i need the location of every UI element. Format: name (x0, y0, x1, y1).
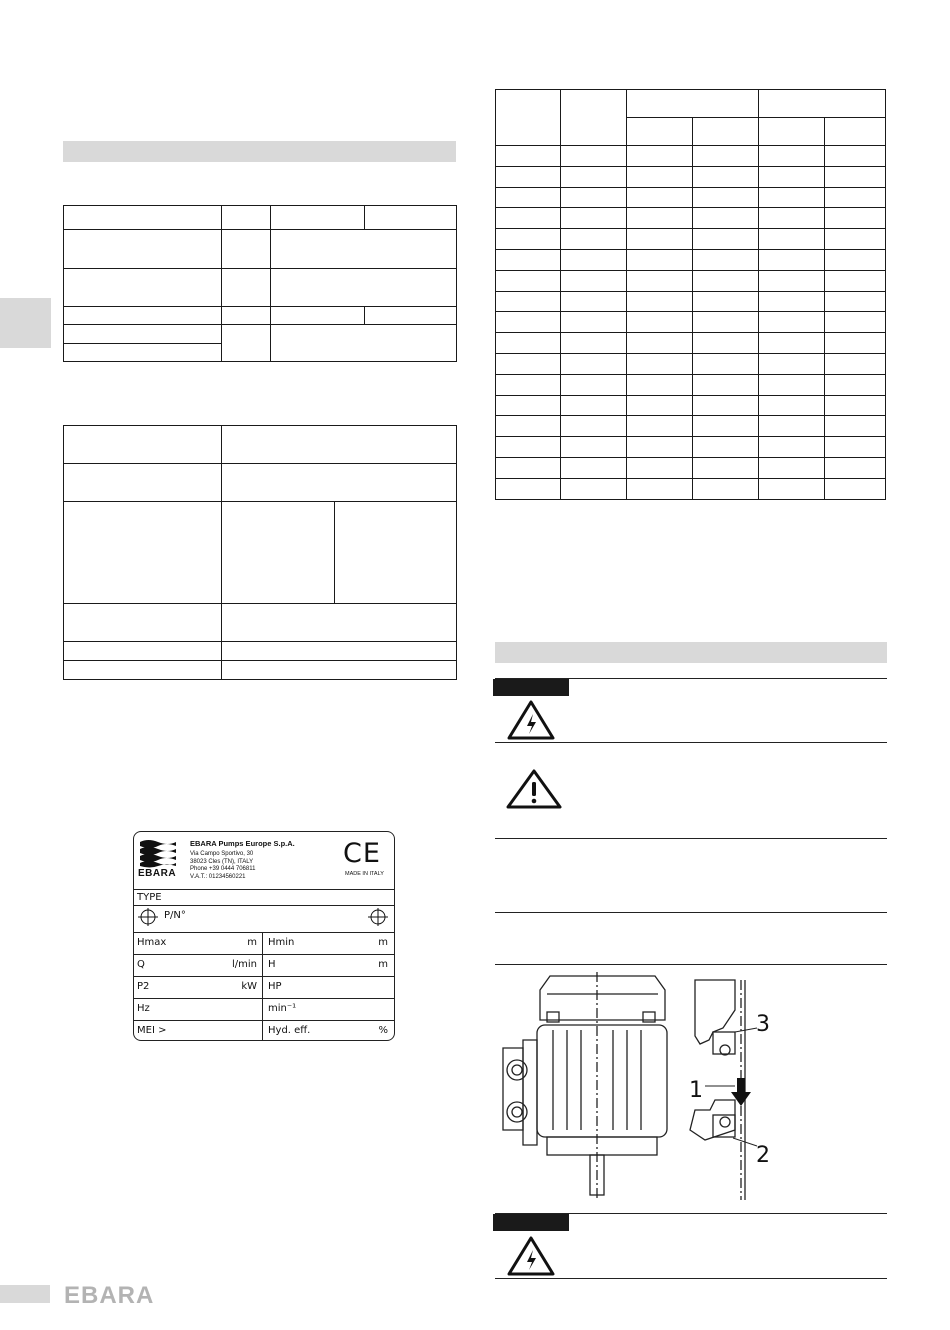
table-row (496, 146, 886, 167)
table-cell (693, 457, 759, 478)
left-label: Hz (137, 1003, 150, 1014)
table-cell (64, 343, 222, 361)
table-cell (825, 395, 886, 416)
table-cell (561, 333, 627, 354)
footer-bar (0, 1285, 50, 1303)
table-cell (759, 118, 825, 146)
table-cell (693, 478, 759, 499)
crosshair-icon (138, 908, 158, 926)
table-cell (64, 426, 222, 464)
table-cell (561, 374, 627, 395)
left-label: MEI > (137, 1025, 167, 1036)
table-cell (627, 478, 693, 499)
table-cell (222, 230, 271, 268)
left-unit: kW (241, 981, 257, 992)
table-cell (496, 312, 561, 333)
table-cell (693, 270, 759, 291)
table-cell (627, 229, 693, 250)
nameplate-company: EBARA Pumps Europe S.p.A. (190, 839, 295, 848)
table-cell (561, 478, 627, 499)
address-line: 38023 Cles (TN), ITALY (190, 858, 254, 865)
table-cell (496, 166, 561, 187)
table-cell (64, 464, 222, 502)
table-cell (627, 353, 693, 374)
right-label: Hyd. eff. (268, 1025, 311, 1036)
table-row (496, 416, 886, 437)
table-cell (759, 437, 825, 458)
table-cell (627, 437, 693, 458)
address-line: Phone +39 0444 706811 (190, 866, 256, 873)
table-cell (693, 437, 759, 458)
left-unit: m (247, 937, 257, 948)
table-cell (64, 604, 222, 642)
table-cell (222, 426, 457, 464)
table-row (496, 187, 886, 208)
table-cell (271, 206, 365, 230)
nameplate-row (134, 976, 394, 999)
nameplate-type-row (134, 889, 394, 906)
table-cell (561, 229, 627, 250)
table-cell (222, 642, 457, 661)
table-cell (759, 353, 825, 374)
table-cell (561, 353, 627, 374)
table-cell (561, 312, 627, 333)
nameplate-row (134, 954, 394, 977)
table-cell (627, 249, 693, 270)
warning-icon (505, 768, 563, 810)
callout-3: 3 (756, 1012, 770, 1037)
table-cell (222, 325, 271, 362)
table-cell (693, 249, 759, 270)
table-row (496, 457, 886, 478)
table-row (496, 229, 886, 250)
pn-label: P/N° (164, 910, 186, 921)
table-cell (759, 374, 825, 395)
table-cell (627, 416, 693, 437)
right-unit: m (378, 959, 388, 970)
nameplate-logo-text: EBARA (138, 868, 177, 879)
table-cell (759, 146, 825, 167)
table-row (496, 478, 886, 499)
table-cell (64, 661, 222, 680)
pump-nameplate (133, 831, 395, 1041)
table-row (496, 291, 886, 312)
table-cell (825, 249, 886, 270)
table-cell (759, 416, 825, 437)
nameplate-row (134, 998, 394, 1021)
table-cell (222, 604, 457, 642)
callout-2: 2 (756, 1143, 770, 1168)
right-label: HP (268, 981, 282, 992)
table-cell (271, 230, 457, 268)
table-cell (496, 146, 561, 167)
table-cell (222, 307, 271, 325)
table-cell (693, 312, 759, 333)
table-cell (825, 270, 886, 291)
table-2 (63, 425, 457, 680)
table-cell (561, 395, 627, 416)
table-cell (222, 268, 271, 306)
table-row (496, 312, 886, 333)
callout-1: 1 (689, 1078, 703, 1103)
table-row (496, 249, 886, 270)
table-cell (561, 457, 627, 478)
table-cell (627, 208, 693, 229)
ce-mark: CE (343, 838, 381, 869)
table-cell (627, 270, 693, 291)
table-cell (496, 229, 561, 250)
table-cell (627, 291, 693, 312)
table-cell (627, 187, 693, 208)
table-cell (825, 146, 886, 167)
danger-tag (493, 1214, 569, 1231)
table-cell (825, 353, 886, 374)
table-cell (759, 457, 825, 478)
table-cell (64, 307, 222, 325)
danger-tag (493, 679, 569, 696)
section-header-band (495, 642, 887, 663)
table-cell (693, 291, 759, 312)
address-line: Via Campo Sportivo, 30 (190, 851, 254, 857)
table-1 (63, 205, 457, 362)
table-cell (627, 374, 693, 395)
table-cell (561, 187, 627, 208)
electrical-hazard-icon (507, 700, 555, 740)
table-cell (496, 291, 561, 312)
table-cell (693, 353, 759, 374)
table-cell (693, 333, 759, 354)
right-label: min⁻¹ (268, 1003, 297, 1014)
table-3 (495, 89, 886, 500)
table-cell (825, 457, 886, 478)
table-cell (496, 374, 561, 395)
table-cell (759, 333, 825, 354)
table-cell (693, 229, 759, 250)
right-label: Hmin (268, 937, 295, 948)
table-cell (561, 166, 627, 187)
table-cell (271, 307, 365, 325)
table-cell (496, 416, 561, 437)
nameplate-address (190, 851, 255, 881)
table-cell (496, 478, 561, 499)
table-cell (365, 206, 457, 230)
table-cell (64, 230, 222, 268)
nameplate-row (134, 932, 394, 955)
type-label: TYPE (137, 892, 162, 903)
footer-logo: EBARA (64, 1282, 155, 1309)
table-cell (825, 437, 886, 458)
nameplate-pn-row (134, 905, 394, 928)
table-row (496, 270, 886, 291)
table-row (496, 395, 886, 416)
table-cell (693, 166, 759, 187)
table-cell (759, 229, 825, 250)
section-header-band (63, 141, 456, 162)
table-cell (64, 325, 222, 343)
table-row (496, 333, 886, 354)
table-cell (561, 249, 627, 270)
table-cell (627, 333, 693, 354)
crosshair-icon (368, 908, 388, 926)
table-cell (64, 206, 222, 230)
table-row (496, 437, 886, 458)
table-cell (561, 208, 627, 229)
table-cell (825, 333, 886, 354)
table-cell (496, 208, 561, 229)
table-cell (825, 312, 886, 333)
right-unit: % (378, 1025, 388, 1036)
left-label: P2 (137, 981, 150, 992)
left-label: Hmax (137, 937, 167, 948)
table-cell (759, 291, 825, 312)
table-cell (496, 249, 561, 270)
table-cell (561, 416, 627, 437)
table-cell (561, 270, 627, 291)
table-cell (627, 312, 693, 333)
table-cell (335, 502, 457, 604)
table-cell (825, 166, 886, 187)
table-cell (365, 307, 457, 325)
table-cell (825, 478, 886, 499)
table-cell (693, 187, 759, 208)
table-cell (496, 353, 561, 374)
table-row (496, 166, 886, 187)
table-cell (496, 270, 561, 291)
table-cell (825, 374, 886, 395)
table-cell (759, 208, 825, 229)
table-cell (627, 457, 693, 478)
table-cell (64, 502, 222, 604)
table-cell (496, 395, 561, 416)
table-cell (271, 325, 457, 362)
address-line: V.A.T.: 01234560221 (190, 873, 246, 880)
table-cell (222, 464, 457, 502)
table-cell (627, 166, 693, 187)
table-cell (759, 312, 825, 333)
table-cell (693, 118, 759, 146)
table-cell (496, 90, 561, 146)
table-cell (825, 291, 886, 312)
table-cell (64, 268, 222, 306)
table-cell (759, 478, 825, 499)
table-cell (222, 502, 335, 604)
chapter-side-tab (0, 298, 51, 348)
left-label: Q (137, 959, 145, 970)
table-cell (693, 395, 759, 416)
table-cell (693, 374, 759, 395)
table-cell (496, 457, 561, 478)
electrical-hazard-icon (507, 1236, 555, 1276)
table-cell (561, 146, 627, 167)
table-cell (222, 661, 457, 680)
table-cell (222, 206, 271, 230)
right-unit: m (378, 937, 388, 948)
table-cell (627, 118, 693, 146)
table-cell (496, 437, 561, 458)
table-row (496, 353, 886, 374)
table-cell (561, 90, 627, 146)
left-unit: l/min (231, 959, 257, 970)
table-cell (825, 187, 886, 208)
table-cell (825, 118, 886, 146)
nameplate-row (134, 1020, 394, 1041)
table-cell (759, 395, 825, 416)
table-row (496, 208, 886, 229)
table-cell (759, 90, 886, 118)
table-cell (627, 146, 693, 167)
table-cell (693, 208, 759, 229)
table-cell (271, 268, 457, 306)
table-cell (693, 416, 759, 437)
table-cell (759, 187, 825, 208)
table-cell (825, 229, 886, 250)
table-row (496, 374, 886, 395)
table-cell (759, 166, 825, 187)
table-cell (759, 249, 825, 270)
table-cell (561, 291, 627, 312)
table-cell (561, 437, 627, 458)
table-cell (825, 208, 886, 229)
table-cell (759, 270, 825, 291)
table-cell (64, 642, 222, 661)
table-cell (693, 146, 759, 167)
right-label: H (268, 959, 276, 970)
table-cell (825, 416, 886, 437)
table-cell (496, 333, 561, 354)
table-cell (496, 187, 561, 208)
table-cell (627, 90, 759, 118)
made-in-label: MADE IN ITALY (345, 871, 384, 877)
table-cell (627, 395, 693, 416)
